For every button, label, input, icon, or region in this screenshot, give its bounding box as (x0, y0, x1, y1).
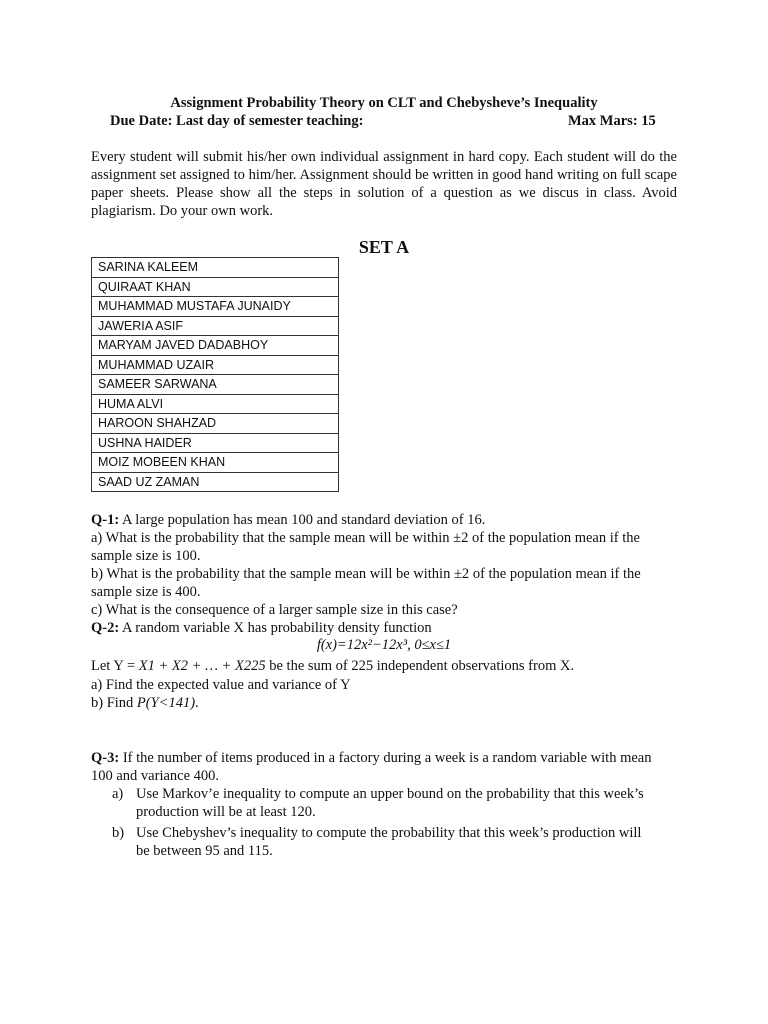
student-table (91, 257, 339, 492)
table-row (92, 472, 339, 492)
question-2b (91, 694, 691, 712)
question-label: Q-1: (91, 512, 120, 528)
set-heading: SET A (358, 237, 410, 257)
question-text: b) What is the probability that the sample mean will be within (91, 566, 454, 582)
item-text: Use Markov’e inequality to compute an upper bound on the probability that this week’s (136, 786, 644, 802)
question-text: If the number of items produced in a factory during a week is a random variable with mean (122, 750, 652, 766)
question-text: of the population mean if the (469, 566, 641, 582)
table-row (92, 375, 339, 395)
student-name: HUMA ALVI (92, 394, 339, 414)
table-row (92, 297, 339, 317)
question-2-stem (91, 619, 691, 637)
item-text: Use Chebyshev’s inequality to compute the probability that this week’s production will (136, 825, 642, 841)
question-label: Q-2: (91, 620, 120, 636)
table-row (92, 453, 339, 473)
student-name: MARYAM JAVED DADABHOY (92, 336, 339, 356)
student-name: SAMEER SARWANA (92, 375, 339, 395)
table-row (92, 277, 339, 297)
question-text: of the population mean if the (468, 530, 640, 546)
student-name: QUIRAAT KHAN (92, 277, 339, 297)
question-2-let (91, 657, 691, 675)
question-text: A random variable X has probability density function (122, 620, 432, 636)
question-2a: a) Find the expected value and variance of Y (91, 677, 351, 693)
student-name: JAWERIA ASIF (92, 316, 339, 336)
question-1b (91, 565, 691, 583)
item-marker: a) (112, 786, 124, 802)
student-name: SAAD UZ ZAMAN (92, 472, 339, 492)
max-marks: Max Mars: 15 (568, 113, 656, 129)
question-1-stem (91, 511, 691, 529)
table-row (92, 414, 339, 434)
question-text: A large population has mean 100 and standard deviation of 16. (122, 512, 486, 528)
table-row (92, 258, 339, 278)
student-name: MUHAMMAD MUSTAFA JUNAIDY (92, 297, 339, 317)
question-1c: c) What is the consequence of a larger sample size in this case? (91, 602, 458, 618)
question-3-stem-continued: 100 and variance 400. (91, 768, 220, 784)
student-name: MUHAMMAD UZAIR (92, 355, 339, 375)
question-text: . (195, 695, 199, 711)
student-name: SARINA KALEEM (92, 258, 339, 278)
plus-minus-value: ±2 (453, 530, 469, 546)
due-date: Due Date: Last day of semester teaching: (110, 113, 364, 129)
plus-minus-value: ±2 (453, 566, 470, 582)
student-name: MOIZ MOBEEN KHAN (92, 453, 339, 473)
instructions-paragraph: Every student will submit his/her own individual assignment in hard copy. Each student will do the assignment set assigned to him/her. Assignment should be written in good hand writing on full scape paper sheets. Please show all the steps in solution of a question as we discus in class. Avoid plagiarism. Do your own work. (91, 149, 677, 219)
question-3-stem (91, 749, 691, 767)
probability-expression: P(Y<141) (136, 695, 196, 711)
question-text: be the sum of 225 independent observations from X. (265, 658, 575, 674)
question-label: Q-3: (91, 750, 120, 766)
document-title: Assignment Probability Theory on CLT and Chebysheve’s Inequality (170, 95, 598, 111)
question-1b-continued: sample size is 400. (91, 584, 201, 600)
table-row (92, 433, 339, 453)
question-1a-continued: sample size is 100. (91, 548, 201, 564)
density-formula: f(x)=12x²−12x³, 0≤x≤1 (316, 637, 452, 653)
table-row (92, 316, 339, 336)
question-text: b) Find (91, 695, 137, 711)
question-1a (91, 529, 691, 547)
student-name: HAROON SHAHZAD (92, 414, 339, 434)
student-name: USHNA HAIDER (92, 433, 339, 453)
table-row (92, 355, 339, 375)
item-marker: b) (112, 825, 125, 841)
table-row (92, 336, 339, 356)
sum-expression: X1 + X2 + … + X225 (138, 658, 266, 674)
table-row (92, 394, 339, 414)
question-text: Let Y = (91, 658, 139, 674)
item-text: production will be at least 120. (136, 804, 316, 820)
item-text: be between 95 and 115. (136, 843, 273, 859)
question-text: a) What is the probability that the sample mean will be within (91, 530, 454, 546)
